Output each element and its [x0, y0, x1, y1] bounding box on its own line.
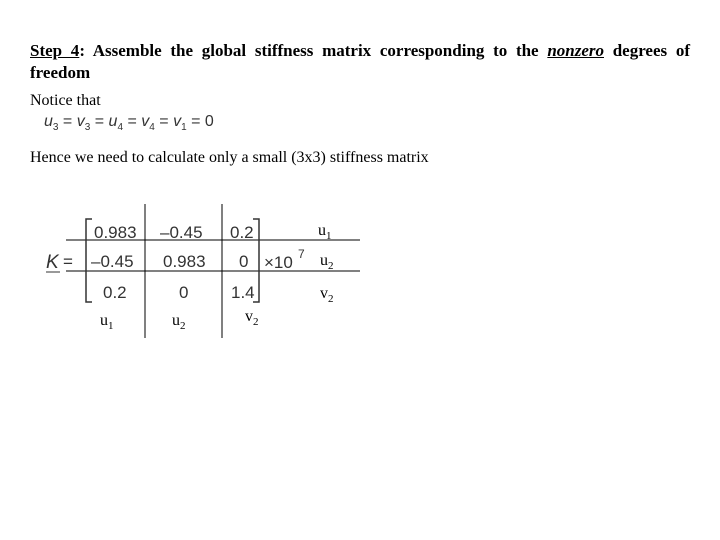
matrix-cell-2-3: 0	[239, 252, 249, 271]
eq-equals-4: =	[159, 113, 169, 130]
eq-rhs: 0	[204, 113, 214, 130]
eq-var-3-index: 4	[117, 122, 123, 134]
matrix-cell-3-1: 0.2	[103, 283, 127, 302]
matrix-equals: =	[63, 252, 73, 271]
step-label: Step 4	[30, 41, 80, 60]
row-dof-label-1: $u_1$	[318, 222, 332, 242]
eq-var-2-index: 3	[84, 122, 91, 134]
step-colon: :	[79, 41, 85, 60]
eq-var-5-index: 1	[181, 122, 187, 134]
eq-var-4: v	[141, 113, 150, 130]
eq-var-1-index: 3	[52, 122, 59, 134]
hence-text: Hence we need to calculate only a small (3x3) stiffness matrix	[30, 149, 429, 166]
matrix-cell-1-3: 0.2	[230, 223, 254, 242]
eq-equals-3: =	[127, 113, 137, 130]
eq-var-5: v	[173, 113, 182, 130]
matrix-exponent: 7	[298, 247, 305, 261]
matrix-cell-1-2: –0.45	[160, 223, 203, 242]
matrix-cell-2-1: –0.45	[91, 252, 134, 271]
eq-var-4-index: 4	[149, 122, 155, 134]
matrix-cell-2-2: 0.983	[163, 252, 206, 271]
row-dof-label-3: $v_2$	[320, 285, 334, 305]
matrix-cell-3-2: 0	[179, 283, 189, 302]
eq-var-1: u	[44, 113, 53, 130]
matrix-cell-3-3: 1.4	[231, 283, 255, 302]
eq-var-2: v	[76, 113, 85, 130]
matrix-symbol: K	[46, 252, 59, 273]
eq-equals-5: =	[191, 113, 201, 130]
eq-equals-2: =	[94, 113, 105, 130]
col-dof-label-3: $v_2$	[245, 308, 259, 328]
notice-text: Notice that	[30, 92, 101, 109]
matrix-cell-1-1: 0.983	[94, 223, 137, 242]
col-dof-label-1: $u_1$	[100, 312, 114, 332]
heading-text-after: degrees of freedom	[30, 41, 690, 82]
row-dof-label-2: $u_2$	[320, 252, 334, 272]
heading-emphasis: nonzero	[547, 41, 604, 60]
matrix-multiplier: ×10	[264, 253, 293, 272]
eq-equals-1: =	[62, 113, 73, 130]
col-dof-label-2: $u_2$	[172, 312, 186, 332]
heading-text-before: Assemble the global stiffness matrix corresponding to the	[84, 41, 548, 60]
eq-var-3: u	[108, 113, 118, 130]
